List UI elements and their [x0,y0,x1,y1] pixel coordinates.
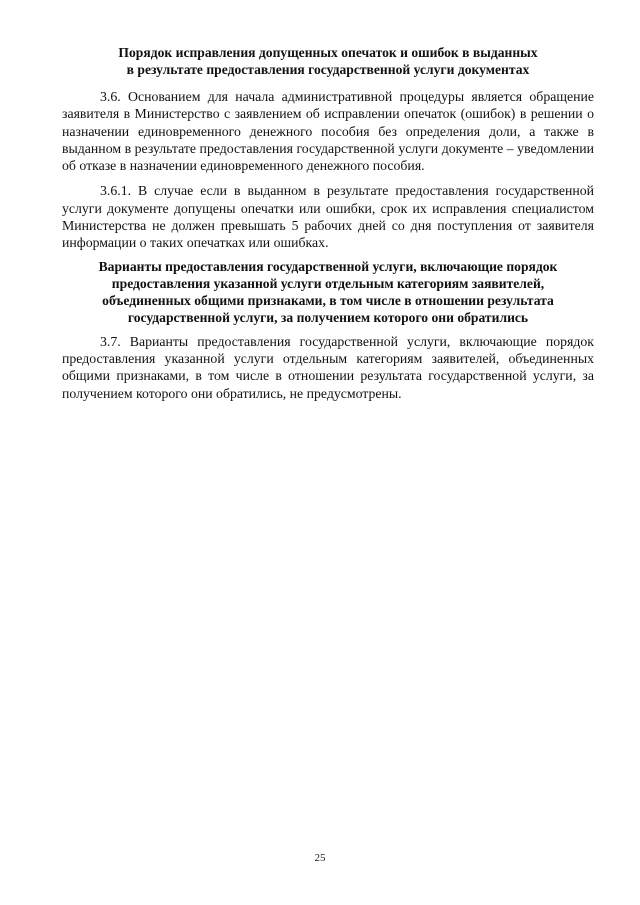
page-number: 25 [314,852,326,864]
section-heading-variants [62,258,594,326]
section-heading-corrections [62,44,594,78]
heading-line: государственной услуги, за получением которого они обратились [127,309,529,325]
heading-line: Варианты предоставления государственной услуги, включающие порядок [98,258,558,274]
document-page [62,44,594,402]
heading-line: Порядок исправления допущенных опечаток и ошибок в выданных [118,45,538,60]
heading-line: в результате предоставления государственной услуги документах [126,62,530,77]
paragraph-3-6-1: 3.6.1. В случае если в выданном в результате предоставления государственной услуги документе допущены опечатки или ошибки, срок их исправления специалистом Министерства не должен превышать 5 рабочих дней со дня поступления от заявителя информации о таких опечатках или ошибках. [62,183,594,251]
paragraph-3-7: 3.7. Варианты предоставления государственной услуги, включающие порядок предоставления указанной услуги отдельным категориям заявителей, объединенных общими признаками, в том числе в отношении результата государственной услуги, за получением которого они обратились, не предусмотрены. [62,333,594,401]
heading-line: предоставления указанной услуги отдельным категориям заявителей, [111,275,545,291]
paragraph-3-6: 3.6. Основанием для начала административной процедуры является обращение заявителя в Министерство с заявлением об исправлении опечаток (ошибок) в решении о назначении единовременного денежного пособия без определения доли, а также в выданном в результате предоставления государственной услуги документе – уведомлении об отказе в назначении единовременного денежного пособия. [62,89,594,174]
heading-line: объединенных общими признаками, в том числе в отношении результата [102,292,554,308]
